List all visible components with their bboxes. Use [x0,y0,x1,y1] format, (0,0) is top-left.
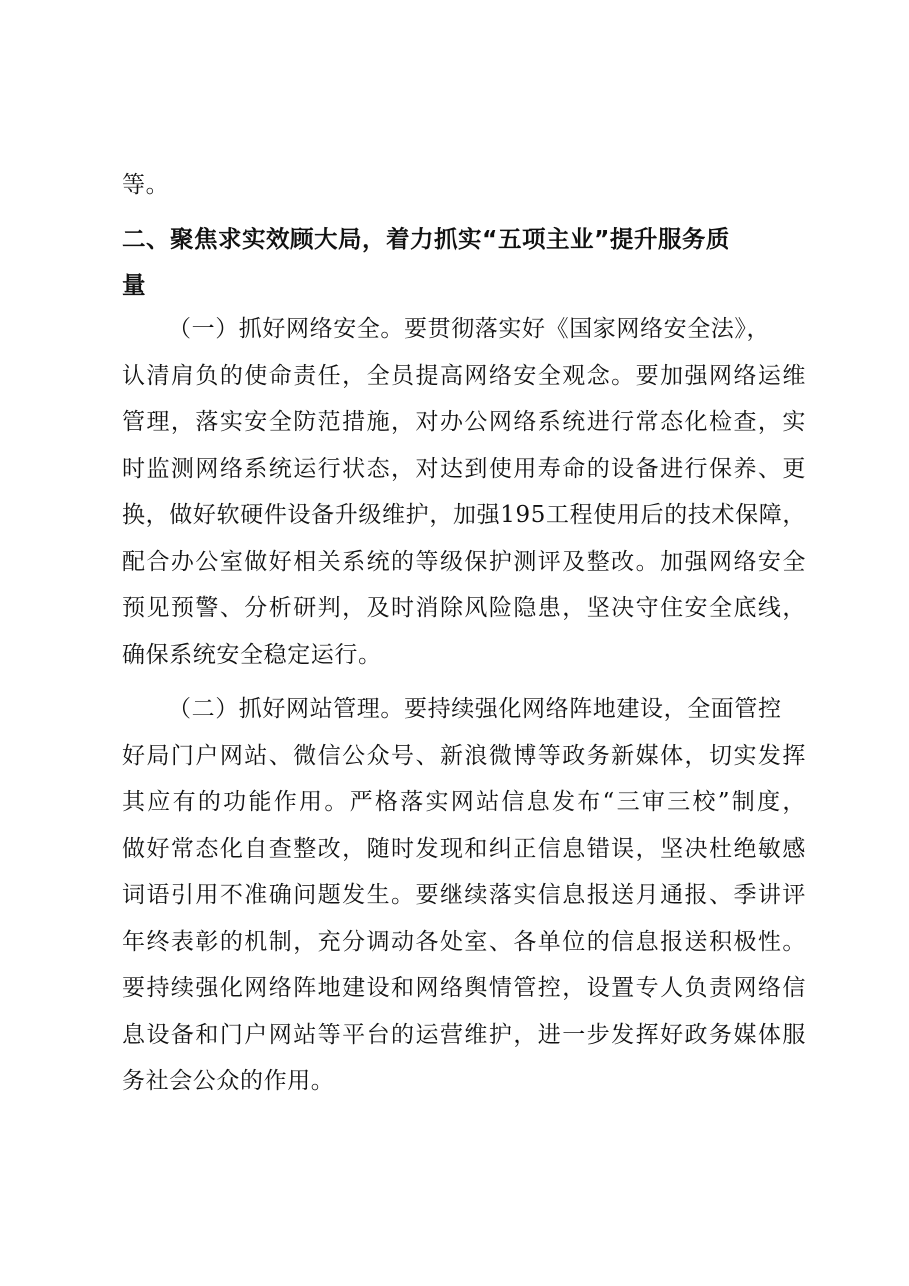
section-heading-line-1: 二、聚焦求实效顾大局，着力抓实“五项主业”提升服务质 [122,225,730,253]
section-heading [122,216,806,308]
paragraph-line: 好局门户网站、微信公众号、新浪微博等政务新媒体，切实发挥 [122,742,806,769]
paragraph-line: 年终表彰的机制，充分调动各处室、各单位的信息报送积极性。 [122,928,806,955]
paragraph-line: 词语引用不准确问题发生。要继续落实信息报送月通报、季讲评 [122,882,806,908]
section-heading-line-2: 量 [122,271,146,299]
paragraph-line: 其应有的功能作用。严格落实网站信息发布“三审三校”制度， [122,789,806,815]
paragraph-line: 预见预警、分析研判，及时消除风险隐患，坚决守住安全底线， [122,595,806,621]
paragraph-line: （二）抓好网站管理。要持续强化网络阵地建设，全面管控 [168,696,782,722]
paragraph-website-management [122,686,806,1105]
paragraph-line: 认清肩负的使命责任，全员提高网络安全观念。要加强网络运维 [122,362,806,389]
paragraph-line: （一）抓好网络安全。要贯彻落实好《国家网络安全法》， [168,316,771,342]
paragraph-network-security [122,306,806,678]
continuation-text [122,162,806,209]
paragraph-line: 要持续强化网络阵地建设和网络舆情管控，设置专人负责网络信 [122,975,806,1001]
paragraph-line: 确保系统安全稳定运行。 [122,641,382,668]
paragraph-line: 管理，落实安全防范措施，对办公网络系统进行常态化检查，实 [122,409,806,435]
paragraph-line: 换，做好软硬件设备升级维护，加强195工程使用后的技术保障， [122,502,806,528]
continuation-line: 等。 [122,172,170,198]
paragraph-line: 务社会公众的作用。 [122,1068,335,1094]
paragraph-line: 息设备和门户网站等平台的运营维护，进一步发挥好政务媒体服 [122,1021,806,1048]
paragraph-line: 做好常态化自查整改，随时发现和纠正信息错误，坚决杜绝敏感 [122,835,806,862]
paragraph-line: 时监测网络系统运行状态，对达到使用寿命的设备进行保养、更 [122,455,806,482]
paragraph-line: 配合办公室做好相关系统的等级保护测评及整改。加强网络安全 [122,548,806,575]
